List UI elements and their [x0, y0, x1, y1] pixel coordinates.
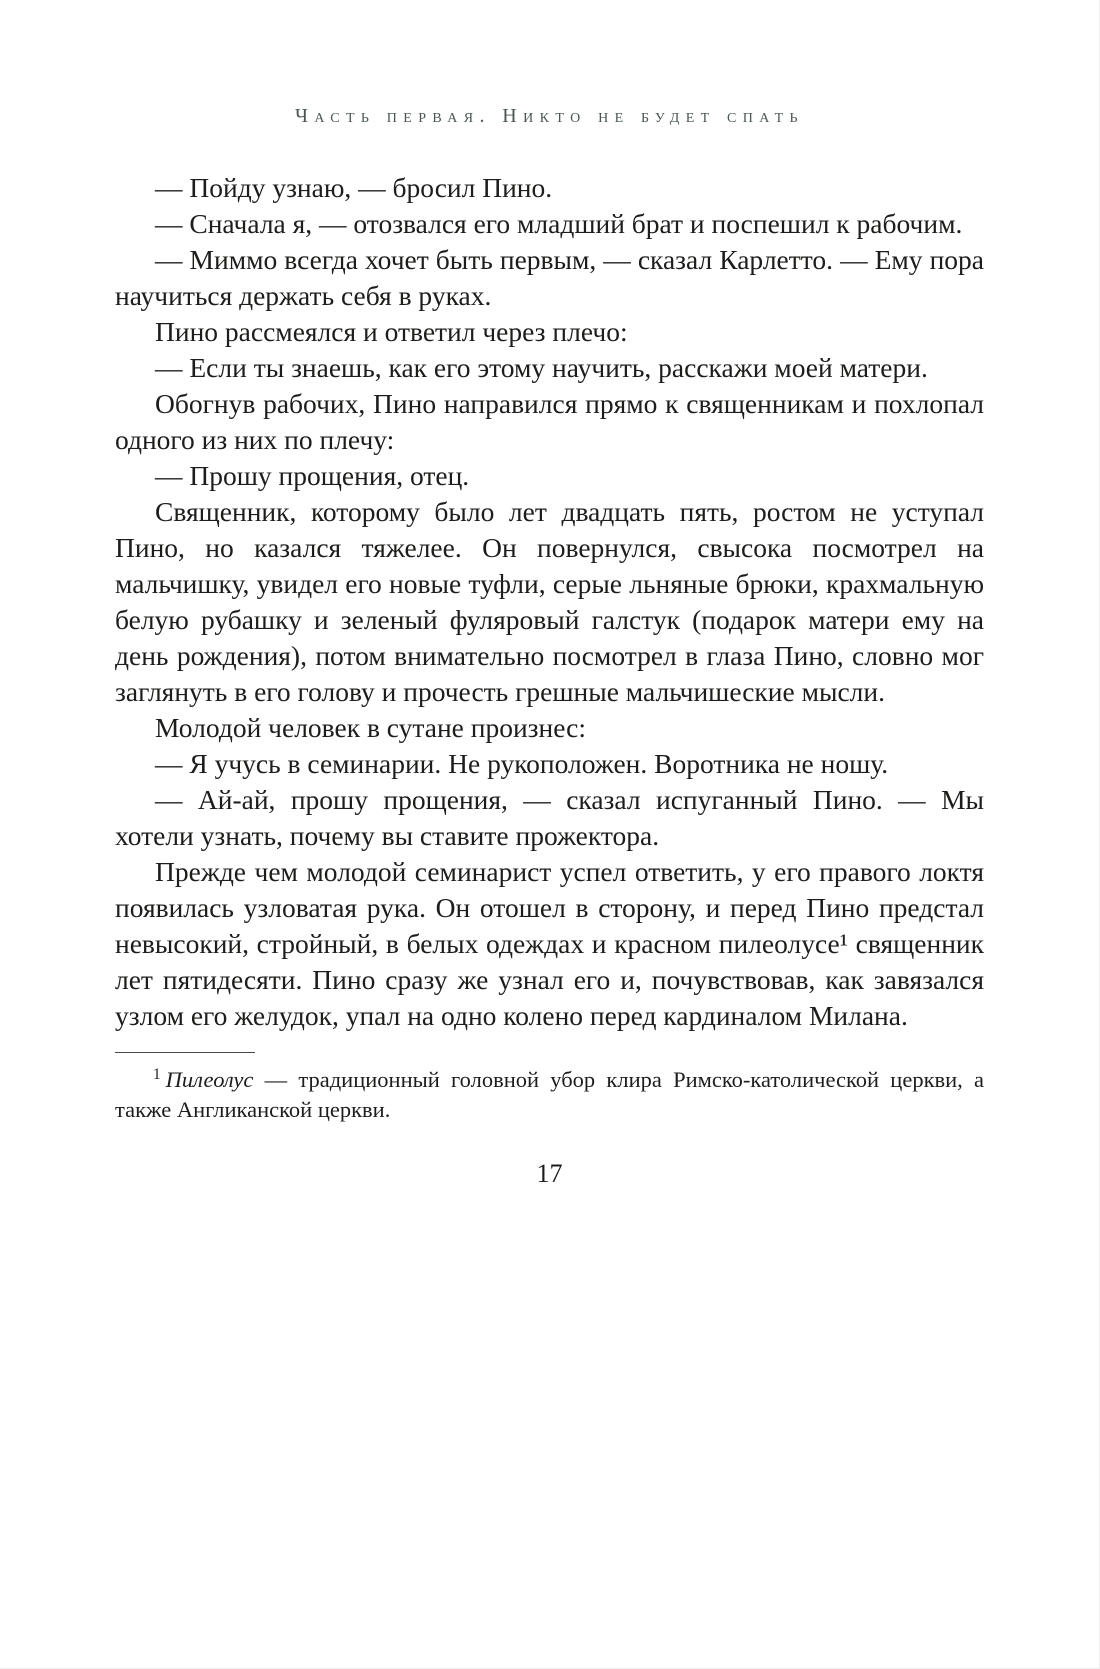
- body-text: [115, 170, 984, 1034]
- body-paragraph: Молодой человек в сутане произнес:: [155, 712, 587, 743]
- body-paragraph: Священник, которому было лет двадцать пять, ростом не уступал Пино, но казался тяжелее. Он повернулся, свысока посмотрел на мальчишку, увидел его новые туфли, серые льняные брюки, крахмальную белую рубашку и зеленый фуляровый галстук (подарок матери ему на день рождения), потом внимательно посмотрел в глаза Пино, словно мог заглянуть в его голову и прочесть грешные мальчишеские мысли.: [115, 496, 984, 707]
- body-paragraph: Обогнув рабочих, Пино направился прямо к священникам и похлопал одного из них по плечу:: [115, 388, 984, 455]
- body-paragraph: Прежде чем молодой семинарист успел ответить, у его правого локтя появилась узловатая рука. Он отошел в сторону, и перед Пино предстал невысокий, стройный, в белых одеждах и красном пилеолусе¹ священник лет пятидесяти. Пино сразу же узнал его и, почувствовав, как завязался узлом его желудок, упал на одно колено перед кардиналом Милана.: [115, 856, 984, 1031]
- body-paragraph: Пино рассмеялся и ответил через плечо:: [155, 316, 628, 347]
- footnote-marker: 1: [153, 1065, 161, 1083]
- footnote: [115, 1065, 984, 1125]
- footnote-term: Пилеолус: [165, 1067, 254, 1092]
- body-paragraph: — Сначала я, — отозвался его младший брат и поспешил к рабочим.: [155, 208, 963, 239]
- body-paragraph: — Если ты знаешь, как его этому научить, расскажи моей матери.: [155, 352, 928, 383]
- running-header: Часть первая. Никто не будет спать: [295, 105, 804, 127]
- footnote-separator: [115, 1052, 255, 1053]
- footnote-text: — традиционный головной убор клира Римско-католической церкви, а также Англиканской церкви.: [115, 1067, 985, 1122]
- body-paragraph: — Я учусь в семинарии. Не рукоположен. Воротника не ношу.: [155, 748, 889, 779]
- body-paragraph: — Прошу прощения, отец.: [155, 460, 470, 491]
- body-paragraph: — Ай-ай, прошу прощения, — сказал испуганный Пино. — Мы хотели узнать, почему вы ставите прожектора.: [115, 784, 984, 851]
- body-paragraph: — Пойду узнаю, — бросил Пино.: [155, 172, 553, 203]
- page-number: 17: [536, 1159, 563, 1188]
- body-paragraph: — Миммо всегда хочет быть первым, — сказал Карлетто. — Ему пора научиться держать себя в руках.: [115, 244, 984, 311]
